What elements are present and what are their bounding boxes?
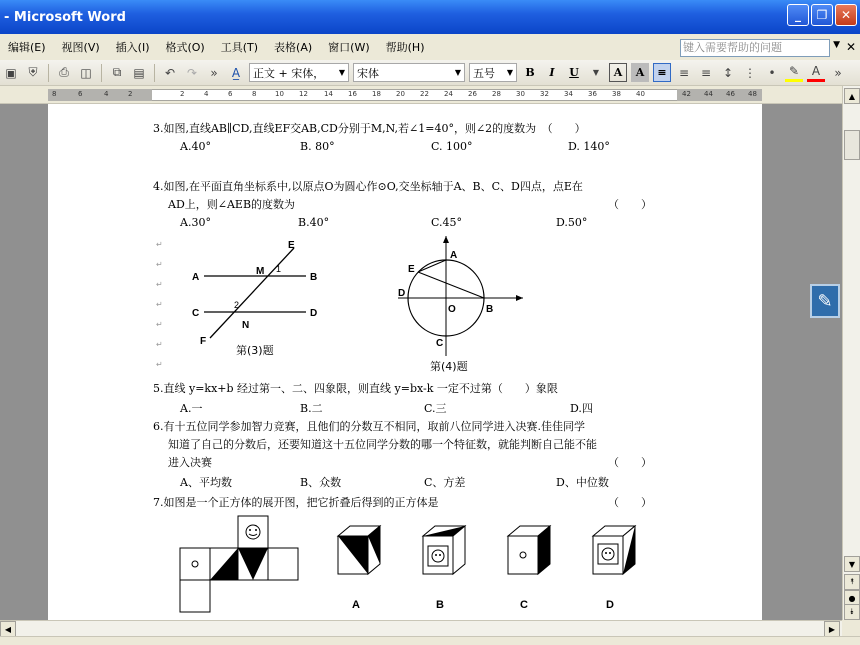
help-search-input[interactable]: 键入需要帮助的问题 [680,39,830,57]
save-icon[interactable]: ▣ [5,65,17,80]
ruler-tick: 8 [52,90,57,98]
cube-label-b: B [436,599,444,611]
fig3-label-2: 2 [234,300,240,310]
menu-help[interactable]: 帮助(H) [385,41,425,54]
more-buttons-icon[interactable]: » [210,65,218,80]
window-title: - Microsoft Word [4,9,126,25]
q4-option-a: A.30° [180,216,211,229]
browse-object-icon[interactable]: ● [844,590,860,606]
horizontal-scrollbar[interactable] [0,620,842,636]
line-spacing-icon[interactable]: ↕ [722,65,734,80]
paragraph-mark: ↵ [156,360,163,369]
q4-option-b: B.40° [298,216,330,229]
q6-blank: （ ） [608,456,652,469]
ruler-tick: 36 [588,90,597,98]
menu-table[interactable]: 表格(A) [274,41,313,54]
q5-stem: 5.直线 y=kx+b 经过第一、二、四象限，则直线 y=bx-k 一定不过第（ ）象限 [153,382,558,395]
redo-icon[interactable]: ↷ [186,65,198,80]
fig4-label-c: C [436,338,444,349]
menu-format[interactable]: 格式(O) [165,41,205,54]
fig4-label-o: O [448,304,456,315]
ruler-tick: 46 [726,90,735,98]
chevron-down-icon: ▼ [506,68,513,77]
fig4-label-b: B [486,304,494,315]
q4-option-c: C.45° [431,216,463,229]
fig3-label-e: E [288,240,295,251]
ruler-tick: 2 [180,90,185,98]
ruler-tick: 14 [324,90,333,98]
paste-icon[interactable]: ▤ [133,65,145,80]
fig3-label-d: D [310,308,318,319]
document-close-icon[interactable]: ✕ [845,40,856,54]
menu-window[interactable]: 窗口(W) [328,41,370,54]
ruler-tick: 48 [748,90,757,98]
undo-icon[interactable]: ↶ [164,65,176,80]
vertical-scrollbar[interactable] [842,86,860,620]
fig4-label-a: A [450,250,458,261]
font-color-icon[interactable]: A [807,64,825,82]
italic-button[interactable]: I [549,66,555,79]
numbering-icon[interactable]: ⋮ [744,65,756,80]
cube-net-diagram [178,514,328,614]
q7-blank: （ ） [608,496,652,509]
paragraph-mark: ↵ [156,260,163,269]
paragraph-mark: ↵ [156,280,163,289]
chevron-down-icon[interactable]: ▼ [592,68,600,77]
ruler-tick: 2 [128,90,133,98]
scroll-down-icon[interactable]: ▼ [844,556,860,572]
cube-option-c [508,526,550,574]
ruler-tick: 6 [228,90,233,98]
toolbar-separator [48,64,49,82]
ruler-tick: 12 [299,90,308,98]
fig3-label-a: A [192,272,200,283]
scroll-right-icon[interactable]: ▶ [824,621,840,637]
cube-option-d [593,526,635,574]
char-shading-button[interactable]: A [631,63,649,82]
q5-option-c: C.三 [424,402,447,415]
q3-option-b: B. 80° [300,140,335,153]
align-right-icon[interactable]: ≡ [700,65,712,80]
menu-view[interactable]: 视图(V) [61,41,100,54]
document-area [0,104,842,620]
cube-option-a [338,526,380,574]
fig3-label-f: F [200,336,207,347]
drawing-toolbar [0,636,860,645]
close-button[interactable]: ✕ [835,4,857,26]
q6-stem-1: 6.有十五位同学参加智力竞赛，且他们的分数互不相同，取前八位同学进入决赛.佳佳同学 [153,420,585,433]
q4-option-d: D.50° [556,216,588,229]
title-bar [0,0,860,34]
highlight-icon[interactable]: ✎ [785,64,803,82]
figure-3-diagram [188,236,328,356]
q4-blank: （ ） [608,198,652,211]
fig4-label-e: E [408,264,415,275]
ruler-tick: 30 [516,90,525,98]
figure-4-diagram [378,228,528,358]
q6-stem-3: 进入决赛 [168,456,212,469]
horizontal-ruler[interactable] [0,86,842,104]
ruler-tick: 28 [492,90,501,98]
paragraph-mark: ↵ [156,340,163,349]
chevron-down-icon: ▼ [454,68,461,77]
prev-page-icon[interactable]: ⯭ [844,574,860,590]
paragraph-mark: ↵ [156,320,163,329]
q6-option-b: B、众数 [300,476,342,489]
ruler-tick: 32 [540,90,549,98]
help-dropdown-icon[interactable]: ▼ [833,40,840,50]
restore-button[interactable]: ❐ [811,4,833,26]
q6-option-a: A、平均数 [180,476,232,489]
q3-option-d: D. 140° [568,140,610,153]
print-icon[interactable]: ⎙ [59,65,69,79]
menu-tools[interactable]: 工具(T) [220,41,259,54]
ruler-tick: 24 [444,90,453,98]
toolbar-separator [154,64,155,82]
ruler-tick: 18 [372,90,381,98]
copy-icon[interactable]: ⧉ [112,65,122,79]
ruler-tick: 38 [612,90,621,98]
office-assistant-icon[interactable]: ✎ [810,284,840,318]
fig3-label-b: B [310,272,318,283]
ruler-tick: 40 [636,90,645,98]
next-page-icon[interactable]: ⯯ [844,604,860,620]
underline-button[interactable]: U [569,66,579,79]
ruler-tick: 4 [104,90,109,98]
scroll-left-icon[interactable]: ◀ [0,621,16,637]
permission-icon[interactable]: ⛨ [28,65,38,79]
q7-stem: 7.如图是一个正方体的展开图，把它折叠后得到的正方体是 [153,496,439,509]
cube-label-a: A [352,599,360,611]
style-dropdown[interactable] [249,63,349,82]
ruler-tick: 42 [682,90,691,98]
q3-option-a: A.40° [180,140,211,153]
q4-stem-1: 4.如图,在平面直角坐标系中,以原点O为圆心作⊙O,交坐标轴于A、B、C、D四点，点E在 [153,180,583,193]
fig3-label-n: N [242,320,250,331]
ruler-strip [48,89,762,101]
ruler-tick: 16 [348,90,357,98]
cube-options-diagram [328,524,658,616]
formatting-toolbar [0,60,860,86]
font-size-dropdown[interactable] [469,63,517,82]
font-dropdown[interactable] [353,63,465,82]
ruler-tick: 20 [396,90,405,98]
q3-option-c: C. 100° [431,140,473,153]
more-buttons-icon[interactable]: » [834,65,842,80]
ruler-tick: 44 [704,90,713,98]
q3-stem: 3.如图,直线AB∥CD,直线EF交AB,CD分别于M,N,若∠1=40°，则∠2的度数为 （ ） [153,122,586,135]
style-value: 正文 + 宋体， [253,66,325,80]
chevron-down-icon: ▼ [338,68,345,77]
q6-stem-2: 知道了自己的分数后，还要知道这十五位同学分数的哪一个特征数，就能判断自己能不能 [168,438,597,451]
q5-option-d: D.四 [570,402,593,415]
menu-edit[interactable]: 编辑(E) [8,41,46,54]
font-value: 宋体 [357,66,379,80]
document-page[interactable] [48,104,762,620]
cube-option-b [423,526,465,574]
print-preview-icon[interactable]: ◫ [80,65,92,80]
fig4-label-d: D [398,288,406,299]
cube-label-d: D [606,599,614,611]
scroll-thumb[interactable] [844,130,860,160]
q6-option-c: C、方差 [424,476,466,489]
fig3-label-1: 1 [276,264,282,274]
q5-option-b: B.二 [300,402,323,415]
ruler-tick: 4 [204,90,209,98]
fig3-label-c: C [192,308,200,319]
ruler-tick: 10 [275,90,284,98]
ruler-tick: 34 [564,90,573,98]
font-size-value: 五号 [473,66,495,80]
justify-left-button[interactable]: ≡ [653,63,671,82]
figure-3-caption: 第(3)题 [236,344,274,357]
paragraph-mark: ↵ [156,240,163,249]
align-center-icon[interactable]: ≡ [678,65,690,80]
toolbar-separator [101,64,102,82]
char-border-button[interactable]: A [609,63,627,82]
ruler-tick: 6 [78,90,83,98]
cube-label-c: C [520,599,528,611]
minimize-button[interactable]: _ [787,4,809,26]
q6-option-d: D、中位数 [556,476,609,489]
bold-button[interactable]: B [525,66,535,79]
bullets-icon[interactable]: • [768,65,776,80]
menu-insert[interactable]: 插入(I) [115,41,150,54]
ruler-tick: 22 [420,90,429,98]
ruler-tick: 26 [468,90,477,98]
figure-4-caption: 第(4)题 [430,360,468,373]
scroll-up-icon[interactable]: ▲ [844,88,860,104]
fig3-label-m: M [256,266,265,277]
ruler-left-margin [48,89,152,101]
q5-option-a: A.一 [180,402,203,415]
styles-pane-icon[interactable]: A̲ [231,65,241,80]
ruler-tick: 8 [252,90,257,98]
paragraph-mark: ↵ [156,300,163,309]
q4-stem-2: AD上，则∠AEB的度数为 [168,198,296,211]
